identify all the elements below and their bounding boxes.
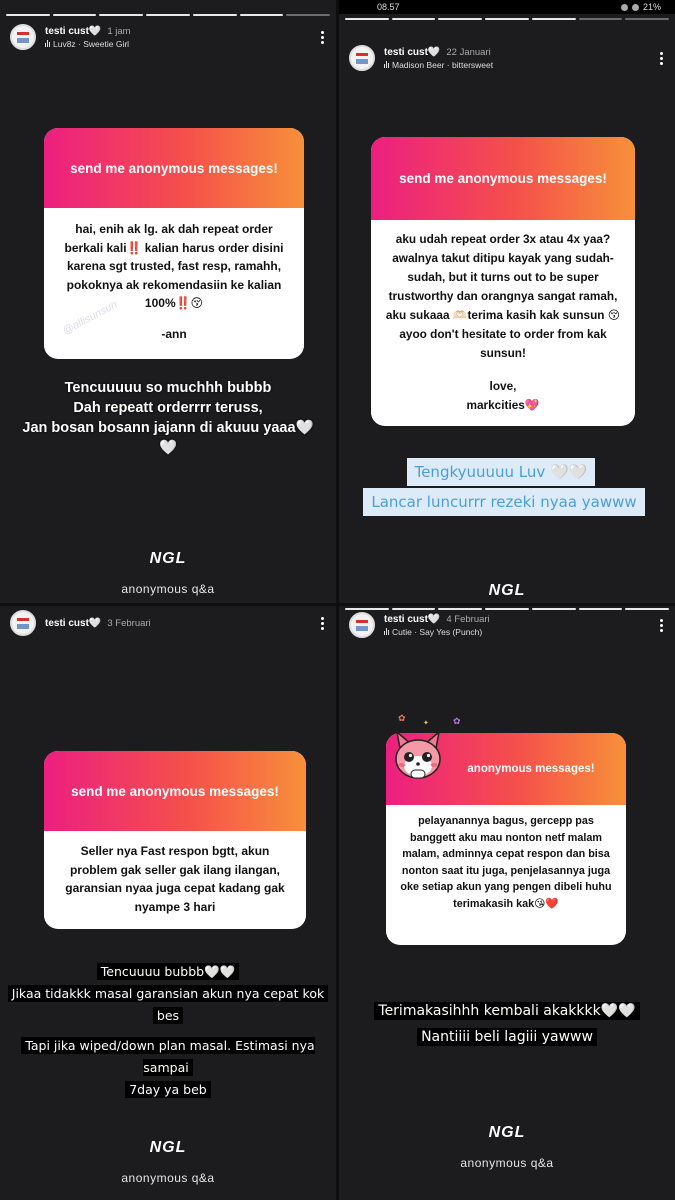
story-panel-4[interactable] xyxy=(339,606,675,1200)
ngl-subtitle: anonymous q&a xyxy=(121,1171,215,1185)
message-signature: markcities💖 xyxy=(466,398,540,412)
ngl-subtitle: anonymous q&a xyxy=(460,1156,554,1170)
story-progress-bar xyxy=(345,18,669,20)
caption-line: Lancar luncurrr rezeki nyaa yawww xyxy=(363,488,644,516)
story-caption xyxy=(353,488,655,516)
story-caption xyxy=(339,998,675,1050)
notification-icon xyxy=(621,4,628,11)
story-header xyxy=(349,612,667,638)
music-icon xyxy=(45,40,50,47)
caption-line: Nantiiii beli lagiii yawww xyxy=(417,1028,597,1046)
story-time: 4 Februari xyxy=(446,613,490,625)
story-time: 3 Februari xyxy=(107,617,151,629)
ngl-logo[interactable]: NGL xyxy=(488,582,526,599)
story-caption xyxy=(396,458,606,486)
username[interactable]: testi cust🤍 xyxy=(384,46,441,58)
ngl-logo[interactable]: NGL xyxy=(488,1124,526,1141)
story-progress-bar xyxy=(6,14,330,16)
message-text: pelayanannya bagus, gercepp pas banggett aku mau nonton netf malam malam, adminnya cepat respon dan bisa nonton saat itu juga, penjelasannya juga oke setiap akun yang pengen dibeli huhu terimakasih kak😘❤️ xyxy=(400,815,612,910)
caption-line: Tengkyuuuuu Luv 🤍🤍 xyxy=(407,458,596,486)
music-label[interactable]: Cutie · Say Yes (Punch) xyxy=(392,626,483,637)
more-options-icon[interactable] xyxy=(316,615,328,632)
card-title: anonymous messages! xyxy=(386,733,626,805)
ngl-message-card xyxy=(371,137,635,426)
caption-line: Tencuuuuu so muchhh bubbb xyxy=(64,380,272,396)
status-bar xyxy=(339,0,675,14)
caption-line: bes xyxy=(153,1007,183,1024)
battery-label: 21% xyxy=(642,2,661,12)
ngl-message-card xyxy=(44,751,306,929)
story-header xyxy=(10,610,328,636)
avatar[interactable] xyxy=(10,610,36,636)
story-caption xyxy=(0,961,336,1101)
avatar[interactable] xyxy=(10,24,36,50)
caption-line: Dah repeatt orderrrr teruss, xyxy=(73,400,263,416)
ngl-subtitle: anonymous q&a xyxy=(121,582,215,596)
message-signature: love, xyxy=(489,379,517,393)
music-label[interactable]: Luv8z · Sweetie Girl xyxy=(53,38,130,49)
more-options-icon[interactable] xyxy=(655,50,667,67)
avatar[interactable] xyxy=(349,612,375,638)
username[interactable]: testi cust🤍 xyxy=(45,617,102,629)
watermark: @allisunsun xyxy=(60,298,120,338)
message-text: Seller nya Fast respon bgtt, akun problem gak seller gak ilang ilangan, garansian nyaa juga cepat kadang gak nyampe 3 hari xyxy=(65,844,285,914)
caption-line: Jan bosan bosann jajann di akuuu yaaa🤍 xyxy=(22,420,314,436)
story-time: 22 Januari xyxy=(446,46,491,58)
caption-line: Terimakasihhh kembali akakkkk🤍🤍 xyxy=(374,1002,639,1020)
caption-line: 🤍 xyxy=(158,440,178,456)
fox-sticker-icon xyxy=(389,726,447,784)
ngl-logo[interactable]: NGL xyxy=(149,550,187,567)
flower-icon: ✿ xyxy=(398,713,406,723)
story-panel-1[interactable] xyxy=(0,0,336,603)
story-panel-2[interactable] xyxy=(339,0,675,603)
flower-icon: ✿ xyxy=(453,716,461,726)
story-progress-bar xyxy=(345,608,669,610)
card-title: send me anonymous messages! xyxy=(44,751,306,831)
music-label[interactable]: Madison Beer · bittersweet xyxy=(392,59,494,70)
username[interactable]: testi cust🤍 xyxy=(45,25,102,37)
username[interactable]: testi cust🤍 xyxy=(384,613,441,625)
message-text: aku udah repeat order 3x atau 4x yaa? awalnya takut ditipu kayak yang sudah-sudah, but it turns out to be super trustworthy dan orangnya sangat ramah, aku sukaaa 🫶🏻terima kasih kak sunsun 😚 ayoo don't hesitate to order from kak sunsun! xyxy=(385,232,621,360)
card-title: send me anonymous messages! xyxy=(44,128,304,208)
message-text: hai, enih ak lg. ak dah repeat order berkali kali‼️ kalian harus order disini karena sgt trusted, fast resp, ramahh, pokoknya ak rekomendasiin ke kalian 100%‼️😚 xyxy=(64,222,284,310)
status-time: 08.57 xyxy=(377,2,400,12)
caption-line: Tencuuuu bubbb🤍🤍 xyxy=(97,963,239,980)
card-title: send me anonymous messages! xyxy=(371,137,635,220)
message-signature: -ann xyxy=(161,326,187,341)
signal-icon xyxy=(632,4,639,11)
more-options-icon[interactable] xyxy=(316,29,328,46)
story-time: 1 jam xyxy=(107,25,131,37)
story-caption xyxy=(0,378,336,458)
story-header xyxy=(10,24,328,50)
avatar[interactable] xyxy=(349,45,375,71)
ngl-logo[interactable]: NGL xyxy=(149,1139,187,1156)
story-header xyxy=(349,45,667,71)
caption-line: 7day ya beb xyxy=(125,1081,211,1098)
music-icon xyxy=(384,61,389,68)
status-icons xyxy=(621,2,661,12)
sparkle-icon: ✦ xyxy=(423,720,429,727)
story-panel-3[interactable] xyxy=(0,606,336,1200)
caption-line: Tapi jika wiped/down plan masal. Estimasi nya sampai xyxy=(21,1037,314,1076)
more-options-icon[interactable] xyxy=(655,617,667,634)
music-icon xyxy=(384,628,389,635)
caption-line: Jikaa tidakkk masal garansian akun nya cepat kok xyxy=(8,985,328,1002)
